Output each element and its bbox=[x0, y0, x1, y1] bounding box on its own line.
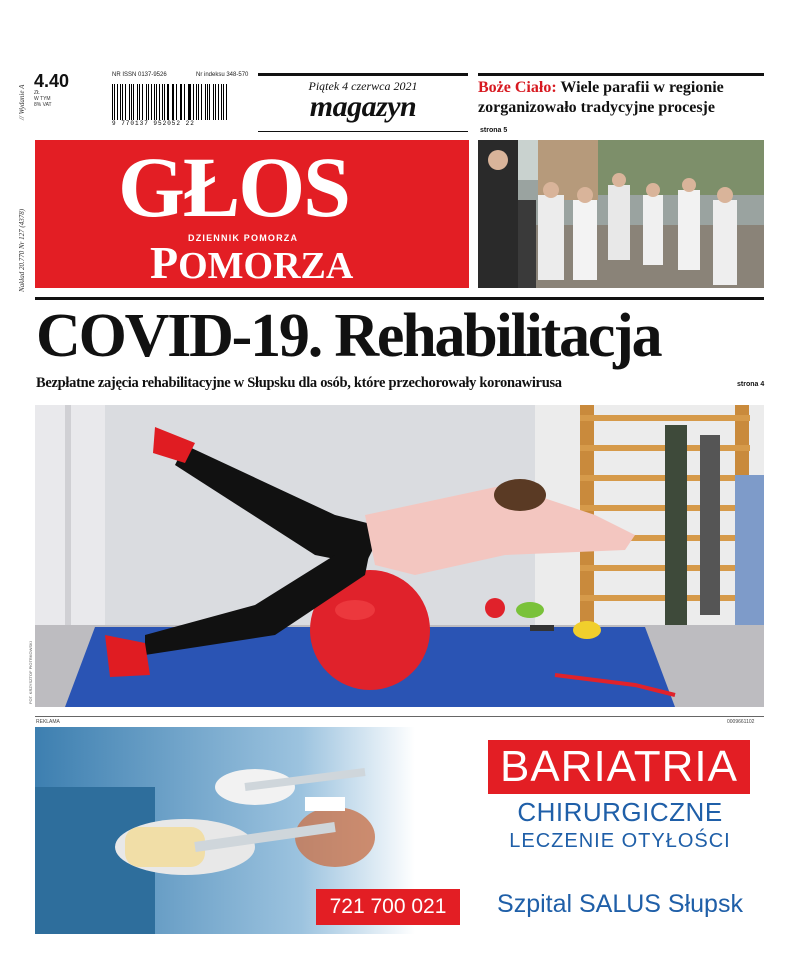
teaser-text: Wiele parafii w regionie zorganizowało tradycyjne procesje bbox=[478, 79, 724, 116]
barcode-bar bbox=[188, 84, 189, 120]
barcode-bar bbox=[156, 84, 157, 120]
issue-date: Piątek 4 czerwca 2021 bbox=[308, 79, 418, 93]
barcode-bar bbox=[181, 84, 182, 120]
barcode-bar bbox=[176, 84, 177, 120]
barcode-bar bbox=[133, 84, 134, 120]
teaser-top-rule bbox=[478, 73, 764, 76]
magazyn-top-rule bbox=[258, 73, 468, 76]
barcode-bar bbox=[139, 84, 140, 120]
price-currency: ZŁ bbox=[34, 90, 40, 96]
procession-photo[interactable] bbox=[478, 140, 764, 288]
issn-number: NR ISSN 0137-9526 bbox=[112, 72, 167, 78]
lead-page-ref[interactable]: strona 4 bbox=[737, 381, 765, 388]
barcode-bar bbox=[218, 84, 219, 120]
barcode-bar bbox=[167, 84, 169, 120]
barcode-bar bbox=[120, 84, 121, 120]
barcode-bar bbox=[198, 84, 199, 120]
barcode-bar bbox=[193, 84, 194, 120]
barcode-bar bbox=[207, 84, 208, 120]
barcode-bar bbox=[215, 84, 216, 120]
barcode-bar bbox=[114, 84, 115, 120]
ad-line2: LECZENIE OTYŁOŚCI bbox=[509, 830, 731, 852]
barcode-bar bbox=[159, 84, 160, 120]
barcode-bar bbox=[142, 84, 143, 120]
ad-label: REKLAMA bbox=[36, 719, 60, 725]
teaser-headline[interactable] bbox=[478, 78, 768, 118]
index-number: Nr indeksu 348-570 bbox=[196, 72, 249, 78]
barcode-bar bbox=[223, 84, 224, 120]
barcode-graphic bbox=[112, 84, 230, 120]
ad-rule bbox=[35, 716, 764, 717]
price-block bbox=[34, 72, 74, 108]
barcode-bar bbox=[154, 84, 155, 120]
barcode-bar bbox=[172, 84, 173, 120]
barcode-bar bbox=[173, 84, 174, 120]
ad-headline[interactable]: BARIATRIA bbox=[488, 740, 750, 794]
barcode-bar bbox=[122, 84, 123, 120]
photo-credit: FOT. KRZYSZTOF PIOTRKOWSKI bbox=[28, 641, 33, 704]
ad-code: 0009661102 bbox=[727, 719, 755, 725]
barcode-bar bbox=[205, 84, 206, 120]
barcode-bar bbox=[146, 84, 148, 120]
masthead-title: GŁOS bbox=[118, 139, 349, 235]
masthead-region-rest: OMORZA bbox=[178, 245, 354, 287]
barcode-bar bbox=[226, 84, 227, 120]
barcode-bar bbox=[164, 84, 165, 120]
barcode-bar bbox=[125, 84, 127, 120]
barcode-bar bbox=[213, 84, 215, 120]
ad-hospital-name[interactable]: Szpital SALUS Słupsk bbox=[497, 890, 743, 918]
barcode-bar bbox=[112, 84, 113, 120]
barcode-bar bbox=[201, 84, 202, 120]
magazyn-title[interactable]: magazyn bbox=[309, 90, 417, 123]
barcode-digits: 9 770137 952052 22 bbox=[112, 120, 195, 127]
price-amount: 4.40 bbox=[34, 71, 70, 91]
barcode-bar bbox=[151, 84, 152, 120]
barcode-bar bbox=[148, 84, 149, 120]
lead-subhead[interactable]: Bezpłatne zajęcia rehabilitacyjne w Słupsku dla osób, które przechorowały koronawirusa bbox=[36, 375, 562, 391]
masthead-region-initial: P bbox=[150, 237, 179, 288]
barcode-bar bbox=[137, 84, 138, 120]
magazyn-bottom-rule bbox=[258, 131, 468, 132]
edition-label: // Wydanie A bbox=[18, 84, 26, 120]
lead-headline[interactable]: COVID-19. Rehabilitacja bbox=[36, 302, 661, 370]
barcode-bar bbox=[209, 84, 210, 120]
barcode-bar bbox=[189, 84, 191, 120]
barcode-bar bbox=[196, 84, 197, 120]
teaser-kicker: Boże Ciało: bbox=[478, 79, 557, 96]
masthead-subtitle: DZIENNIK POMORZA bbox=[188, 233, 299, 243]
ad-line1: CHIRURGICZNE bbox=[517, 797, 723, 827]
teaser-page-ref[interactable]: strona 5 bbox=[480, 127, 508, 134]
price-vat-line2: 8% VAT bbox=[34, 102, 52, 108]
barcode-bar bbox=[117, 84, 118, 120]
price-vat-line1: W TYM bbox=[34, 96, 51, 102]
barcode-bar bbox=[162, 84, 163, 120]
rehabilitation-photo[interactable] bbox=[35, 405, 764, 707]
barcode-bar bbox=[180, 84, 181, 120]
barcode-bar bbox=[129, 84, 130, 120]
circulation-label: Nakład 20.770 Nr 127 (4378) bbox=[18, 208, 26, 292]
barcode-bar bbox=[184, 84, 185, 120]
barcode-bar bbox=[131, 84, 132, 120]
barcode-bar bbox=[221, 84, 222, 120]
ad-phone[interactable]: 721 700 021 bbox=[316, 889, 460, 925]
